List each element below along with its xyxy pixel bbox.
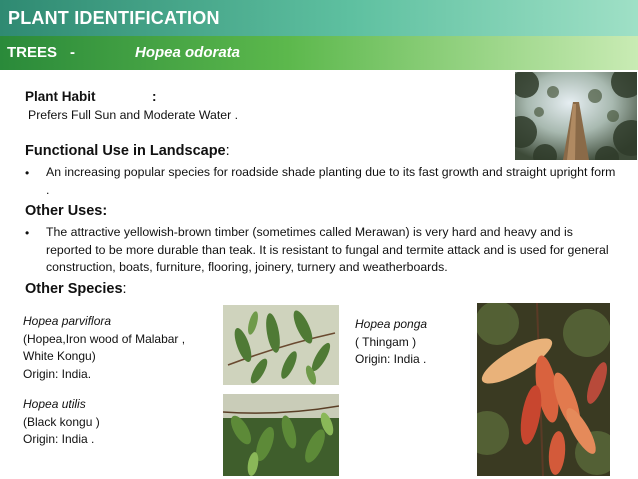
other-uses-text: The attractive yellowish-brown timber (sometimes called Merawan) is very hard and heavy and is reported to be more durable than teak. It is resistant to fungal and termite attack and is used for general construction, boats, furniture, flooring, joinery, turnery and weatherboards. bbox=[46, 225, 609, 274]
other-species-heading: Other Species: bbox=[25, 281, 127, 297]
plant-habit-text: Prefers Full Sun and Moderate Water . bbox=[28, 108, 239, 122]
subheader-bar bbox=[0, 36, 638, 70]
bullet-icon: • bbox=[25, 226, 30, 240]
bullet-icon: • bbox=[25, 166, 30, 180]
category-label: TREES bbox=[7, 44, 58, 61]
species-item-origin: Origin: India . bbox=[355, 352, 427, 366]
species-item bbox=[23, 396, 100, 449]
species-item-common: (Hopea,Iron wood of Malabar , bbox=[23, 331, 186, 346]
plant-habit-label: Plant Habit bbox=[25, 89, 96, 104]
species-name: Hopea odorata bbox=[135, 44, 241, 61]
page-title: PLANT IDENTIFICATION bbox=[8, 8, 220, 28]
species-item-name: Hopea ponga bbox=[355, 317, 428, 331]
hopea-utilis-photo bbox=[223, 394, 339, 476]
header-bar bbox=[0, 0, 638, 36]
species-item-origin: Origin: India. bbox=[23, 366, 92, 381]
hopea-ponga-photo bbox=[477, 303, 610, 476]
species-item bbox=[355, 316, 427, 369]
species-item-name: Hopea parviflora bbox=[23, 314, 112, 328]
functional-use-heading: Functional Use in Landscape: bbox=[25, 143, 230, 159]
tree-canopy-photo bbox=[515, 72, 637, 160]
species-item-common: (Black kongu ) bbox=[23, 414, 100, 429]
species-item-common-cont: White Kongu) bbox=[23, 349, 96, 363]
plant-habit-colon: : bbox=[152, 89, 157, 104]
species-item-origin: Origin: India . bbox=[23, 432, 95, 446]
functional-use-text: An increasing popular species for roadside shade planting due to its fast growth and straight upright form . bbox=[46, 165, 616, 197]
other-uses-heading: Other Uses: bbox=[25, 203, 108, 219]
species-item-name: Hopea utilis bbox=[23, 397, 86, 411]
species-item-common: ( Thingam ) bbox=[355, 334, 417, 349]
hopea-parviflora-photo bbox=[223, 305, 339, 385]
species-item bbox=[23, 313, 185, 383]
separator: - bbox=[70, 44, 75, 61]
